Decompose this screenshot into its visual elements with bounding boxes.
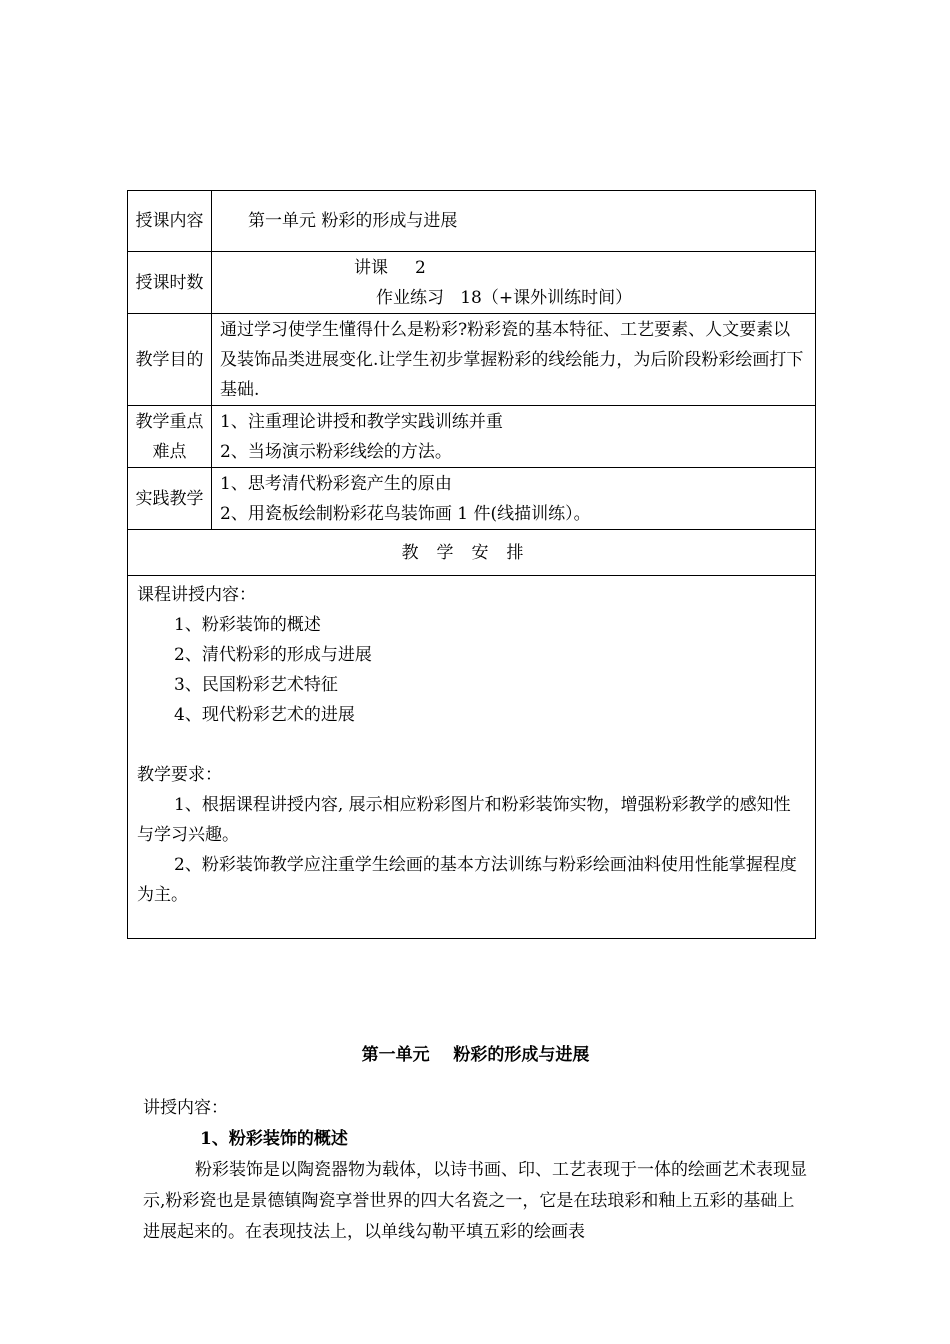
lesson-plan-table (127, 190, 816, 939)
row-value (212, 468, 816, 530)
list-item: 2、当场演示粉彩线绘的方法。 (220, 441, 452, 462)
list-item: 2、用瓷板绘制粉彩花鸟装饰画 1 件(线描训练）。 (220, 503, 591, 524)
row-value (212, 191, 816, 252)
table-row (128, 576, 816, 939)
content-heading: 课程讲授内容： (137, 585, 256, 605)
list-item: 4、现代粉彩艺术的进展 (174, 705, 355, 725)
list-item: 1、粉彩装饰的概述 (174, 615, 321, 635)
row-label: 授课内容 (128, 191, 212, 252)
list-item: 1、注重理论讲授和教学实践训练并重 (220, 411, 503, 432)
lecture-hours: 讲课 2 (354, 257, 426, 278)
table-row (128, 468, 816, 530)
intro-label: 讲授内容： (143, 1098, 228, 1118)
table-row (128, 530, 816, 576)
row-label: 授课时数 (128, 252, 212, 314)
requirement-item: 2、粉彩装饰教学应注重学生绘画的基本方法训练与粉彩绘画油料使用性能掌握程度为主。 (137, 855, 797, 905)
teaching-objective: 通过学习使学生懂得什么是粉彩?粉彩瓷的基本特征、工艺要素、人文要素以及装饰品类进展变化.让学生初步掌握粉彩的线绘能力，为后阶段粉彩绘画打下基础. (212, 314, 816, 406)
list-item: 2、清代粉彩的形成与进展 (174, 645, 372, 665)
schedule-content (128, 576, 816, 939)
table-row (128, 314, 816, 406)
row-label: 教学重点难点 (128, 406, 212, 468)
section-title: 1、粉彩装饰的概述 (200, 1129, 348, 1149)
table-row (128, 252, 816, 314)
list-item: 1、思考清代粉彩瓷产生的原由 (220, 473, 452, 494)
practice-hours: 作业练习 18（+课外训练时间） (376, 287, 633, 308)
body-paragraph: 粉彩装饰是以陶瓷器物为载体，以诗书画、印、工艺表现于一体的绘画艺术表现显示,粉彩瓷也是景德镇陶瓷享誉世界的四大名瓷之一，它是在珐琅彩和釉上五彩的基础上进展起来的。在表现技法上，以单线勾勒平填五彩的绘画表 (143, 1160, 807, 1242)
course-content: 第一单元 粉彩的形成与进展 (248, 211, 458, 231)
row-value (212, 406, 816, 468)
table-row (128, 406, 816, 468)
list-item: 3、民国粉彩艺术特征 (174, 675, 338, 695)
schedule-heading: 教学安排 (128, 530, 816, 576)
document-body (143, 1040, 808, 1248)
requirement-item: 1、根据课程讲授内容, 展示相应粉彩图片和粉彩装饰实物，增强粉彩教学的感知性与学习兴趣。 (137, 795, 791, 845)
row-label: 教学目的 (128, 314, 212, 406)
row-value (212, 252, 816, 314)
table-row (128, 191, 816, 252)
unit-title: 第一单元 粉彩的形成与进展 (361, 1045, 590, 1065)
requirements-heading: 教学要求： (137, 765, 222, 785)
row-label: 实践教学 (128, 468, 212, 530)
